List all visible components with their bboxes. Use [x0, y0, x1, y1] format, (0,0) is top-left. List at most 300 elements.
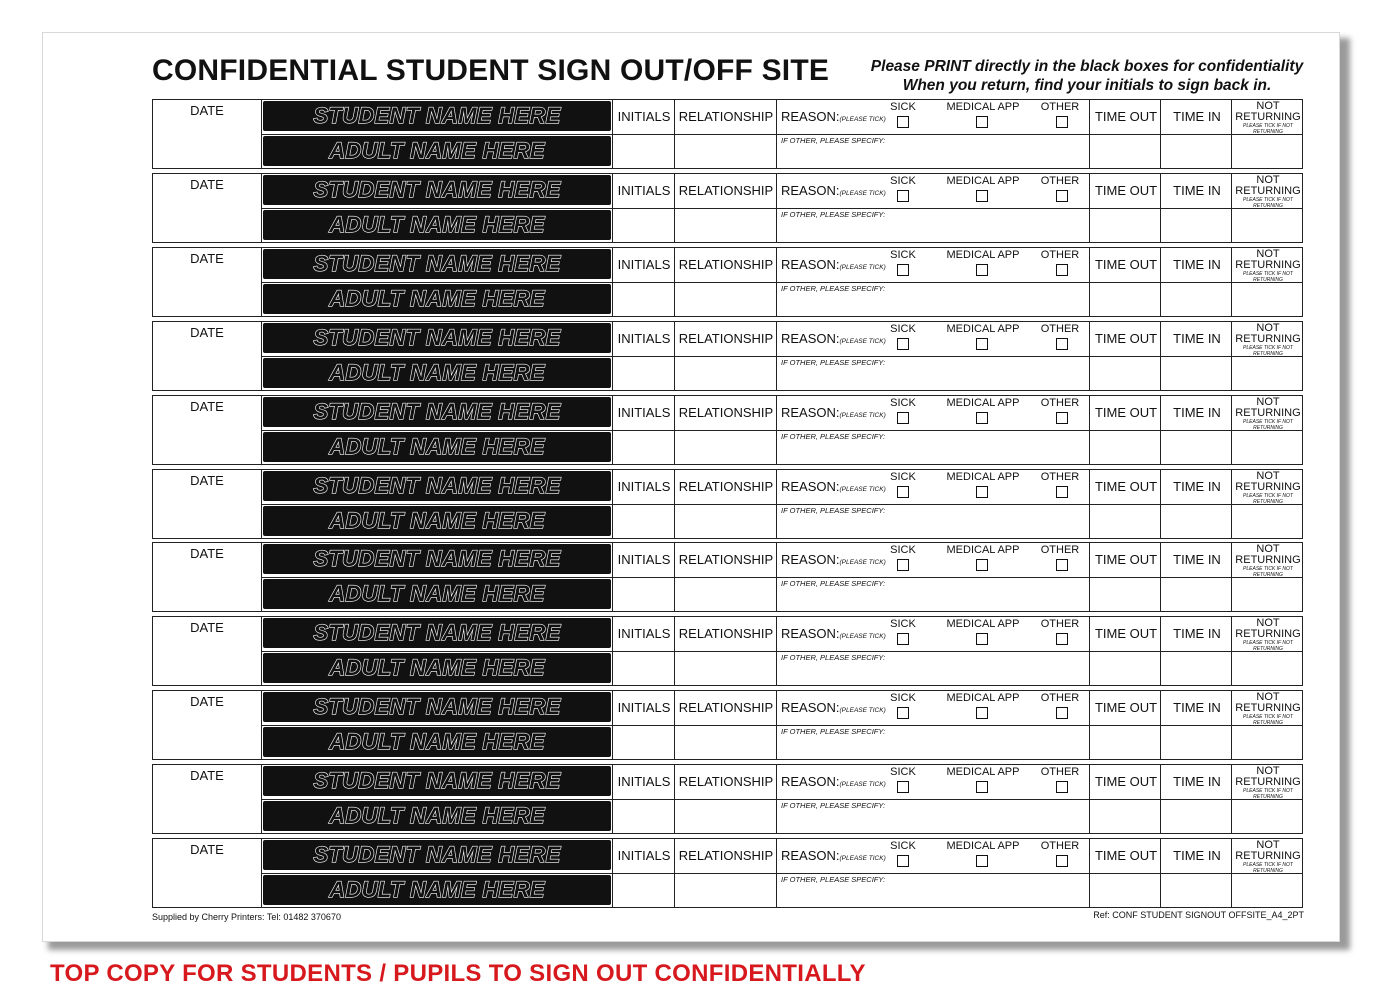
- student-name-label: STUDENT NAME HERE: [313, 103, 561, 128]
- adult-name-label: ADULT NAME HERE: [329, 212, 545, 237]
- reason-specify-field[interactable]: [777, 809, 1089, 833]
- time-out-field[interactable]: [1090, 431, 1160, 464]
- other-checkbox[interactable]: [1056, 855, 1068, 867]
- initials-label: INITIALS: [617, 848, 671, 863]
- sick-label: SICK: [890, 692, 916, 704]
- date-label: DATE: [190, 768, 224, 783]
- initials-label: INITIALS: [617, 331, 671, 346]
- time-out-field[interactable]: [1090, 874, 1160, 907]
- initials-label: INITIALS: [617, 774, 671, 789]
- please-tick-note: (PLEASE TICK): [839, 559, 886, 566]
- medical-app-label: MEDICAL APP: [946, 323, 1020, 335]
- time-in-field[interactable]: [1161, 431, 1231, 464]
- not-returning-line-2: RETURNING: [1235, 185, 1301, 197]
- student-name-label: STUDENT NAME HERE: [313, 620, 561, 645]
- not-returning-field[interactable]: [1232, 726, 1302, 759]
- not-returning-field[interactable]: [1232, 800, 1302, 833]
- not-returning-label: [1233, 692, 1303, 726]
- adult-name-box[interactable]: [263, 506, 611, 536]
- student-name-box[interactable]: [263, 249, 611, 279]
- not-returning-field[interactable]: [1232, 357, 1302, 390]
- student-name-label: STUDENT NAME HERE: [313, 768, 561, 793]
- medical-app-label: MEDICAL APP: [946, 544, 1020, 556]
- other-label: OTHER: [1040, 101, 1080, 113]
- not-returning-line-1: NOT: [1256, 691, 1280, 703]
- other-checkbox[interactable]: [1056, 412, 1068, 424]
- other-label: OTHER: [1040, 175, 1080, 187]
- date-label: DATE: [190, 103, 224, 118]
- adult-name-box[interactable]: [263, 432, 611, 462]
- initials-label: INITIALS: [617, 700, 671, 715]
- not-returning-line-1: NOT: [1256, 839, 1280, 851]
- sick-checkbox[interactable]: [897, 412, 909, 424]
- medical-app-label: MEDICAL APP: [946, 840, 1020, 852]
- time-in-field[interactable]: [1161, 578, 1231, 611]
- medical-app-label: MEDICAL APP: [946, 471, 1020, 483]
- time-in-label: TIME IN: [1173, 626, 1221, 641]
- if-other-specify-label: IF OTHER, PLEASE SPECIFY:: [781, 210, 886, 219]
- sign-out-row: [152, 99, 1303, 169]
- not-returning-line-2: RETURNING: [1235, 702, 1301, 714]
- reason-label: [781, 700, 886, 715]
- date-field[interactable]: [153, 340, 261, 390]
- time-in-field[interactable]: [1161, 135, 1231, 168]
- initials-field[interactable]: [613, 135, 674, 168]
- student-name-box[interactable]: [263, 692, 611, 722]
- please-tick-note: (PLEASE TICK): [839, 486, 886, 493]
- other-label: OTHER: [1040, 692, 1080, 704]
- reason-label: [781, 626, 886, 641]
- date-field[interactable]: [153, 635, 261, 685]
- other-checkbox[interactable]: [1056, 633, 1068, 645]
- not-returning-note-2: RETURNING: [1253, 720, 1283, 726]
- medical-app-checkbox[interactable]: [976, 707, 988, 719]
- not-returning-line-1: NOT: [1256, 174, 1280, 186]
- reason-text: REASON:: [781, 405, 840, 420]
- initials-label: INITIALS: [617, 257, 671, 272]
- sign-out-row: [152, 395, 1303, 465]
- not-returning-label: [1233, 175, 1303, 209]
- other-label: OTHER: [1040, 544, 1080, 556]
- adult-name-box[interactable]: [263, 358, 611, 388]
- time-out-field[interactable]: [1090, 505, 1160, 538]
- not-returning-note-2: RETURNING: [1253, 425, 1283, 431]
- date-label: DATE: [190, 251, 224, 266]
- please-tick-note: (PLEASE TICK): [839, 338, 886, 345]
- sign-out-row: [152, 469, 1303, 539]
- student-name-box[interactable]: [263, 544, 611, 574]
- not-returning-note-1: PLEASE TICK IF NOT: [1243, 197, 1293, 203]
- sick-checkbox[interactable]: [897, 707, 909, 719]
- date-field[interactable]: [153, 561, 261, 611]
- relationship-label: RELATIONSHIP: [678, 257, 774, 272]
- adult-name-box[interactable]: [263, 801, 611, 831]
- time-out-label: TIME OUT: [1094, 700, 1158, 715]
- student-name-box[interactable]: [263, 175, 611, 205]
- if-other-specify-label: IF OTHER, PLEASE SPECIFY:: [781, 432, 886, 441]
- time-out-label: TIME OUT: [1094, 331, 1158, 346]
- not-returning-note-2: RETURNING: [1253, 277, 1283, 283]
- time-in-label: TIME IN: [1173, 774, 1221, 789]
- not-returning-line-1: NOT: [1256, 396, 1280, 408]
- sign-out-row: [152, 247, 1303, 317]
- initials-field[interactable]: [613, 431, 674, 464]
- sick-label: SICK: [890, 766, 916, 778]
- relationship-field[interactable]: [675, 578, 776, 611]
- supplier-note: Supplied by Cherry Printers: Tel: 01482 370670: [152, 912, 341, 922]
- sign-out-row: [152, 764, 1303, 834]
- not-returning-line-1: NOT: [1256, 248, 1280, 260]
- sick-checkbox[interactable]: [897, 338, 909, 350]
- reason-text: REASON:: [781, 848, 840, 863]
- time-in-field[interactable]: [1161, 505, 1231, 538]
- medical-app-checkbox[interactable]: [976, 190, 988, 202]
- not-returning-field[interactable]: [1232, 505, 1302, 538]
- reason-text: REASON:: [781, 331, 840, 346]
- please-tick-note: (PLEASE TICK): [839, 633, 886, 640]
- not-returning-line-2: RETURNING: [1235, 259, 1301, 271]
- date-field[interactable]: [153, 192, 261, 242]
- sick-checkbox[interactable]: [897, 559, 909, 571]
- not-returning-line-1: NOT: [1256, 100, 1280, 112]
- medical-app-label: MEDICAL APP: [946, 618, 1020, 630]
- student-name-box[interactable]: [263, 618, 611, 648]
- date-label: DATE: [190, 177, 224, 192]
- student-name-label: STUDENT NAME HERE: [313, 325, 561, 350]
- relationship-field[interactable]: [675, 726, 776, 759]
- student-name-label: STUDENT NAME HERE: [313, 473, 561, 498]
- other-checkbox[interactable]: [1056, 116, 1068, 128]
- time-in-field[interactable]: [1161, 652, 1231, 685]
- not-returning-note-1: PLEASE TICK IF NOT: [1243, 419, 1293, 425]
- date-field[interactable]: [153, 118, 261, 168]
- not-returning-line-2: RETURNING: [1235, 481, 1301, 493]
- adult-name-box[interactable]: [263, 579, 611, 609]
- time-out-label: TIME OUT: [1094, 109, 1158, 124]
- reason-text: REASON:: [781, 626, 840, 641]
- other-label: OTHER: [1040, 766, 1080, 778]
- not-returning-field[interactable]: [1232, 209, 1302, 242]
- reason-specify-field[interactable]: [777, 292, 1089, 316]
- initials-field[interactable]: [613, 652, 674, 685]
- adult-name-box[interactable]: [263, 653, 611, 683]
- relationship-field[interactable]: [675, 283, 776, 316]
- sick-checkbox[interactable]: [897, 855, 909, 867]
- time-in-field[interactable]: [1161, 874, 1231, 907]
- not-returning-field[interactable]: [1232, 283, 1302, 316]
- medical-app-checkbox[interactable]: [976, 412, 988, 424]
- sign-out-row: [152, 838, 1303, 908]
- other-label: OTHER: [1040, 323, 1080, 335]
- adult-name-label: ADULT NAME HERE: [329, 434, 545, 459]
- reason-label: [781, 479, 886, 494]
- time-out-field[interactable]: [1090, 800, 1160, 833]
- other-label: OTHER: [1040, 249, 1080, 261]
- date-field[interactable]: [153, 857, 261, 907]
- sick-label: SICK: [890, 101, 916, 113]
- not-returning-label: [1233, 618, 1303, 652]
- reason-text: REASON:: [781, 552, 840, 567]
- adult-name-label: ADULT NAME HERE: [329, 360, 545, 385]
- relationship-field[interactable]: [675, 874, 776, 907]
- not-returning-field[interactable]: [1232, 874, 1302, 907]
- relationship-label: RELATIONSHIP: [678, 626, 774, 641]
- date-field[interactable]: [153, 783, 261, 833]
- not-returning-line-2: RETURNING: [1235, 111, 1301, 123]
- initials-label: INITIALS: [617, 109, 671, 124]
- time-out-field[interactable]: [1090, 135, 1160, 168]
- not-returning-field[interactable]: [1232, 135, 1302, 168]
- relationship-field[interactable]: [675, 209, 776, 242]
- if-other-specify-label: IF OTHER, PLEASE SPECIFY:: [781, 136, 886, 145]
- reason-specify-field[interactable]: [777, 661, 1089, 685]
- initials-field[interactable]: [613, 726, 674, 759]
- not-returning-field[interactable]: [1232, 431, 1302, 464]
- medical-app-checkbox[interactable]: [976, 486, 988, 498]
- relationship-label: RELATIONSHIP: [678, 331, 774, 346]
- other-label: OTHER: [1040, 471, 1080, 483]
- other-checkbox[interactable]: [1056, 264, 1068, 276]
- time-in-field[interactable]: [1161, 726, 1231, 759]
- adult-name-box[interactable]: [263, 210, 611, 240]
- date-label: DATE: [190, 546, 224, 561]
- initials-field[interactable]: [613, 800, 674, 833]
- not-returning-line-2: RETURNING: [1235, 407, 1301, 419]
- time-out-field[interactable]: [1090, 652, 1160, 685]
- student-name-box[interactable]: [263, 101, 611, 131]
- adult-name-box[interactable]: [263, 136, 611, 166]
- date-label: DATE: [190, 694, 224, 709]
- sick-checkbox[interactable]: [897, 264, 909, 276]
- if-other-specify-label: IF OTHER, PLEASE SPECIFY:: [781, 579, 886, 588]
- reason-label: [781, 552, 886, 567]
- medical-app-checkbox[interactable]: [976, 781, 988, 793]
- reason-label: [781, 774, 886, 789]
- not-returning-note-2: RETURNING: [1253, 351, 1283, 357]
- reason-specify-field[interactable]: [777, 218, 1089, 242]
- relationship-label: RELATIONSHIP: [678, 848, 774, 863]
- medical-app-checkbox[interactable]: [976, 633, 988, 645]
- not-returning-note-2: RETURNING: [1253, 868, 1283, 874]
- time-out-field[interactable]: [1090, 726, 1160, 759]
- initials-field[interactable]: [613, 874, 674, 907]
- reason-specify-field[interactable]: [777, 366, 1089, 390]
- not-returning-label: [1233, 249, 1303, 283]
- not-returning-line-1: NOT: [1256, 470, 1280, 482]
- not-returning-label: [1233, 397, 1303, 431]
- time-out-label: TIME OUT: [1094, 183, 1158, 198]
- time-in-field[interactable]: [1161, 209, 1231, 242]
- not-returning-line-2: RETURNING: [1235, 850, 1301, 862]
- sick-checkbox[interactable]: [897, 781, 909, 793]
- initials-field[interactable]: [613, 357, 674, 390]
- sick-label: SICK: [890, 249, 916, 261]
- student-name-label: STUDENT NAME HERE: [313, 399, 561, 424]
- initials-field[interactable]: [613, 505, 674, 538]
- time-out-label: TIME OUT: [1094, 479, 1158, 494]
- medical-app-checkbox[interactable]: [976, 264, 988, 276]
- reason-specify-field[interactable]: [777, 735, 1089, 759]
- other-checkbox[interactable]: [1056, 190, 1068, 202]
- relationship-field[interactable]: [675, 431, 776, 464]
- adult-name-label: ADULT NAME HERE: [329, 803, 545, 828]
- other-checkbox[interactable]: [1056, 338, 1068, 350]
- initials-label: INITIALS: [617, 626, 671, 641]
- not-returning-line-1: NOT: [1256, 765, 1280, 777]
- not-returning-field[interactable]: [1232, 578, 1302, 611]
- time-out-field[interactable]: [1090, 357, 1160, 390]
- relationship-label: RELATIONSHIP: [678, 183, 774, 198]
- reason-specify-field[interactable]: [777, 144, 1089, 168]
- sick-label: SICK: [890, 618, 916, 630]
- adult-name-box[interactable]: [263, 875, 611, 905]
- not-returning-line-1: NOT: [1256, 322, 1280, 334]
- date-field[interactable]: [153, 414, 261, 464]
- medical-app-checkbox[interactable]: [976, 559, 988, 571]
- student-name-label: STUDENT NAME HERE: [313, 546, 561, 571]
- sign-out-row: [152, 690, 1303, 760]
- student-name-label: STUDENT NAME HERE: [313, 177, 561, 202]
- sick-checkbox[interactable]: [897, 633, 909, 645]
- not-returning-note-2: RETURNING: [1253, 203, 1283, 209]
- date-field[interactable]: [153, 488, 261, 538]
- not-returning-label: [1233, 101, 1303, 135]
- not-returning-note-2: RETURNING: [1253, 646, 1283, 652]
- time-in-label: TIME IN: [1173, 552, 1221, 567]
- student-name-box[interactable]: [263, 766, 611, 796]
- other-checkbox[interactable]: [1056, 486, 1068, 498]
- adult-name-box[interactable]: [263, 727, 611, 757]
- relationship-label: RELATIONSHIP: [678, 109, 774, 124]
- time-in-label: TIME IN: [1173, 183, 1221, 198]
- not-returning-line-2: RETURNING: [1235, 333, 1301, 345]
- reason-specify-field[interactable]: [777, 587, 1089, 611]
- time-out-field[interactable]: [1090, 578, 1160, 611]
- time-out-label: TIME OUT: [1094, 774, 1158, 789]
- not-returning-note-1: PLEASE TICK IF NOT: [1243, 862, 1293, 868]
- relationship-field[interactable]: [675, 505, 776, 538]
- reason-text: REASON:: [781, 774, 840, 789]
- not-returning-field[interactable]: [1232, 652, 1302, 685]
- sick-checkbox[interactable]: [897, 190, 909, 202]
- not-returning-note-1: PLEASE TICK IF NOT: [1243, 123, 1293, 129]
- copy-banner: TOP COPY FOR STUDENTS / PUPILS TO SIGN OUT CONFIDENTIALLY: [50, 960, 866, 987]
- adult-name-label: ADULT NAME HERE: [329, 581, 545, 606]
- instruction-line-2: When you return, find your initials to sign back in.: [902, 77, 1272, 94]
- adult-name-label: ADULT NAME HERE: [329, 729, 545, 754]
- adult-name-label: ADULT NAME HERE: [329, 877, 545, 902]
- medical-app-label: MEDICAL APP: [946, 101, 1020, 113]
- date-label: DATE: [190, 620, 224, 635]
- initials-label: INITIALS: [617, 479, 671, 494]
- not-returning-note-2: RETURNING: [1253, 572, 1283, 578]
- reason-label: [781, 109, 886, 124]
- relationship-label: RELATIONSHIP: [678, 700, 774, 715]
- please-tick-note: (PLEASE TICK): [839, 707, 886, 714]
- medical-app-label: MEDICAL APP: [946, 692, 1020, 704]
- relationship-label: RELATIONSHIP: [678, 552, 774, 567]
- please-tick-note: (PLEASE TICK): [839, 190, 886, 197]
- date-label: DATE: [190, 399, 224, 414]
- if-other-specify-label: IF OTHER, PLEASE SPECIFY:: [781, 875, 886, 884]
- medical-app-checkbox[interactable]: [976, 338, 988, 350]
- student-name-box[interactable]: [263, 471, 611, 501]
- please-tick-note: (PLEASE TICK): [839, 412, 886, 419]
- time-in-field[interactable]: [1161, 283, 1231, 316]
- relationship-label: RELATIONSHIP: [678, 405, 774, 420]
- date-field[interactable]: [153, 266, 261, 316]
- reason-specify-field[interactable]: [777, 514, 1089, 538]
- initials-field[interactable]: [613, 209, 674, 242]
- medical-app-label: MEDICAL APP: [946, 397, 1020, 409]
- time-in-label: TIME IN: [1173, 257, 1221, 272]
- time-in-field[interactable]: [1161, 800, 1231, 833]
- medical-app-label: MEDICAL APP: [946, 175, 1020, 187]
- relationship-label: RELATIONSHIP: [678, 479, 774, 494]
- sick-label: SICK: [890, 323, 916, 335]
- relationship-field[interactable]: [675, 357, 776, 390]
- other-checkbox[interactable]: [1056, 781, 1068, 793]
- not-returning-label: [1233, 323, 1303, 357]
- reason-text: REASON:: [781, 109, 840, 124]
- relationship-field[interactable]: [675, 800, 776, 833]
- other-checkbox[interactable]: [1056, 707, 1068, 719]
- if-other-specify-label: IF OTHER, PLEASE SPECIFY:: [781, 358, 886, 367]
- student-name-box[interactable]: [263, 397, 611, 427]
- sick-label: SICK: [890, 840, 916, 852]
- date-label: DATE: [190, 473, 224, 488]
- please-tick-note: (PLEASE TICK): [839, 116, 886, 123]
- time-in-field[interactable]: [1161, 357, 1231, 390]
- sick-checkbox[interactable]: [897, 116, 909, 128]
- adult-name-box[interactable]: [263, 284, 611, 314]
- student-name-label: STUDENT NAME HERE: [313, 251, 561, 276]
- reason-specify-field[interactable]: [777, 440, 1089, 464]
- reason-specify-field[interactable]: [777, 883, 1089, 907]
- medical-app-checkbox[interactable]: [976, 855, 988, 867]
- not-returning-note-2: RETURNING: [1253, 129, 1283, 135]
- if-other-specify-label: IF OTHER, PLEASE SPECIFY:: [781, 506, 886, 515]
- instructions: [862, 57, 1312, 95]
- relationship-field[interactable]: [675, 135, 776, 168]
- student-name-label: STUDENT NAME HERE: [313, 694, 561, 719]
- initials-field[interactable]: [613, 578, 674, 611]
- sick-label: SICK: [890, 397, 916, 409]
- date-field[interactable]: [153, 709, 261, 759]
- time-out-field[interactable]: [1090, 283, 1160, 316]
- not-returning-line-1: NOT: [1256, 543, 1280, 555]
- sick-checkbox[interactable]: [897, 486, 909, 498]
- time-out-field[interactable]: [1090, 209, 1160, 242]
- medical-app-checkbox[interactable]: [976, 116, 988, 128]
- adult-name-label: ADULT NAME HERE: [329, 138, 545, 163]
- medical-app-label: MEDICAL APP: [946, 766, 1020, 778]
- not-returning-note-2: RETURNING: [1253, 499, 1283, 505]
- please-tick-note: (PLEASE TICK): [839, 264, 886, 271]
- initials-field[interactable]: [613, 283, 674, 316]
- other-checkbox[interactable]: [1056, 559, 1068, 571]
- student-name-box[interactable]: [263, 840, 611, 870]
- sign-out-row: [152, 321, 1303, 391]
- other-label: OTHER: [1040, 397, 1080, 409]
- relationship-field[interactable]: [675, 652, 776, 685]
- time-in-label: TIME IN: [1173, 331, 1221, 346]
- time-out-label: TIME OUT: [1094, 405, 1158, 420]
- if-other-specify-label: IF OTHER, PLEASE SPECIFY:: [781, 284, 886, 293]
- adult-name-label: ADULT NAME HERE: [329, 655, 545, 680]
- not-returning-note-2: RETURNING: [1253, 794, 1283, 800]
- student-name-box[interactable]: [263, 323, 611, 353]
